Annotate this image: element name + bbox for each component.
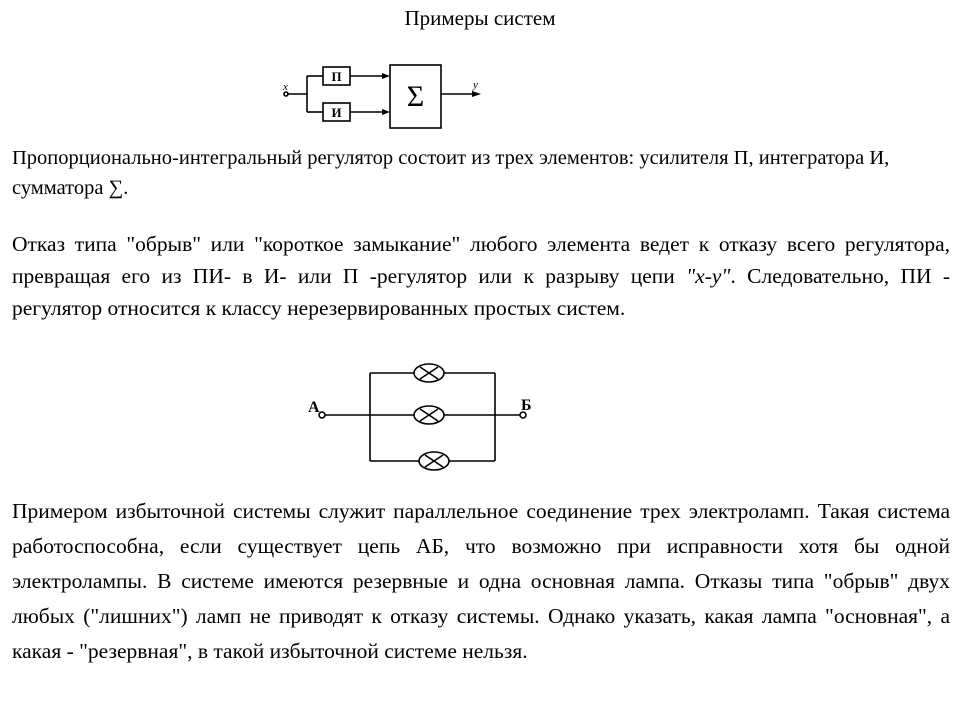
lamp-icon — [414, 364, 444, 382]
output-label: y — [473, 79, 478, 91]
paragraph-redundant-system: Примером избыточной системы служит параллельное соединение трех электроламп. Такая система работоспособна, если существует цепь АБ, что возможно при исправности хотя бы одной электролампы. В системе имеются резервные и одна основная лампа. Отказы типа "обрыв" двух любых ("лишних") ламп не приводят к отказу системы. Однако указать, какая лампа "основная", а какая - "резервная", в такой избыточной системе нельзя. — [12, 499, 950, 663]
block-i-label: И — [331, 105, 342, 120]
node-a — [319, 412, 325, 418]
page-title: Примеры систем — [404, 6, 556, 30]
block-p-label: П — [331, 69, 342, 84]
node-b-label: Б — [521, 397, 532, 414]
paragraph-failure-part1: Отказ типа "обрыв" или "короткое замыкание" любого элемента ведет к отказу всего регулятора, превращая его из ПИ- в И- или П -регулятор или к разрыву цепи — [12, 232, 950, 288]
paragraph-failure — [12, 228, 950, 324]
lamp-icon — [414, 406, 444, 424]
lamp-icon — [419, 452, 449, 470]
sum-symbol: Σ — [406, 80, 425, 113]
chain-x-y: "x-y" — [686, 264, 731, 288]
paragraph-failure-part2: . Следовательно, ПИ - регулятор относится к классу нерезервированных простых систем. — [12, 264, 950, 320]
node-a-label: А — [308, 399, 320, 416]
parallel-lamps-diagram — [300, 355, 560, 480]
paragraph-pi-description: Пропорционально-интегральный регулятор состоит из трех элементов: усилителя П, интегратора И, сумматора ∑. — [12, 147, 890, 199]
input-label: x — [283, 81, 288, 93]
pi-regulator-diagram — [270, 50, 500, 140]
